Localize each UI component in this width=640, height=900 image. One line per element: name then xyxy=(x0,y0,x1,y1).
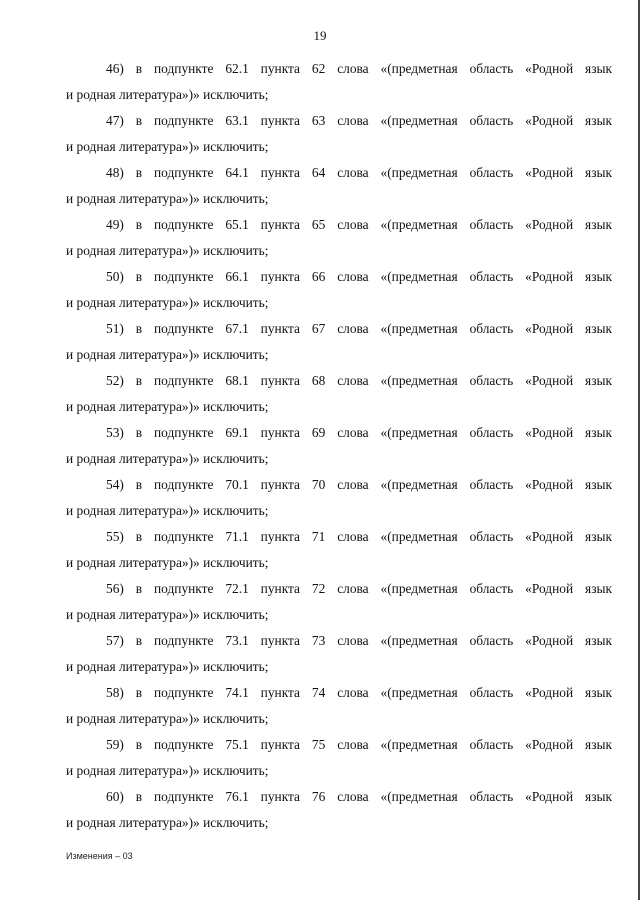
list-item xyxy=(66,56,612,108)
list-item xyxy=(66,628,612,680)
item-text-line-2: и родная литература»)» исключить; xyxy=(66,243,269,258)
amendment-list xyxy=(66,56,612,836)
item-text-line-1: 47) в подпункте 63.1 пункта 63 слова «(предметная область «Родной язык xyxy=(106,113,612,128)
item-text-line-1: 46) в подпункте 62.1 пункта 62 слова «(предметная область «Родной язык xyxy=(106,61,612,76)
list-item xyxy=(66,160,612,212)
item-text-line-2: и родная литература»)» исключить; xyxy=(66,399,269,414)
item-text-line-1: 57) в подпункте 73.1 пункта 73 слова «(предметная область «Родной язык xyxy=(106,633,612,648)
item-text-line-1: 48) в подпункте 64.1 пункта 64 слова «(предметная область «Родной язык xyxy=(106,165,612,180)
item-text-line-2: и родная литература»)» исключить; xyxy=(66,659,269,674)
item-text-line-2: и родная литература»)» исключить; xyxy=(66,451,269,466)
list-item xyxy=(66,316,612,368)
item-text-line-1: 59) в подпункте 75.1 пункта 75 слова «(предметная область «Родной язык xyxy=(106,737,612,752)
item-text-line-1: 56) в подпункте 72.1 пункта 72 слова «(предметная область «Родной язык xyxy=(106,581,612,596)
item-text-line-2: и родная литература»)» исключить; xyxy=(66,139,269,154)
page-number: 19 xyxy=(313,28,327,43)
item-text-line-2: и родная литература»)» исключить; xyxy=(66,87,269,102)
list-item xyxy=(66,472,612,524)
item-text-line-2: и родная литература»)» исключить; xyxy=(66,711,269,726)
list-item xyxy=(66,680,612,732)
item-text-line-2: и родная литература»)» исключить; xyxy=(66,763,269,778)
item-text-line-1: 50) в подпункте 66.1 пункта 66 слова «(предметная область «Родной язык xyxy=(106,269,612,284)
item-text-line-1: 58) в подпункте 74.1 пункта 74 слова «(предметная область «Родной язык xyxy=(106,685,612,700)
item-text-line-2: и родная литература»)» исключить; xyxy=(66,607,269,622)
list-item xyxy=(66,108,612,160)
item-text-line-1: 55) в подпункте 71.1 пункта 71 слова «(предметная область «Родной язык xyxy=(106,529,612,544)
item-text-line-2: и родная литература»)» исключить; xyxy=(66,815,269,830)
list-item xyxy=(66,576,612,628)
item-text-line-1: 60) в подпункте 76.1 пункта 76 слова «(предметная область «Родной язык xyxy=(106,789,612,804)
item-text-line-2: и родная литература»)» исключить; xyxy=(66,555,269,570)
item-text-line-1: 53) в подпункте 69.1 пункта 69 слова «(предметная область «Родной язык xyxy=(106,425,612,440)
list-item xyxy=(66,524,612,576)
list-item xyxy=(66,784,612,836)
list-item xyxy=(66,420,612,472)
footer-revision-note: Изменения – 03 xyxy=(66,851,133,861)
list-item xyxy=(66,212,612,264)
item-text-line-1: 54) в подпункте 70.1 пункта 70 слова «(предметная область «Родной язык xyxy=(106,477,612,492)
item-text-line-1: 51) в подпункте 67.1 пункта 67 слова «(предметная область «Родной язык xyxy=(106,321,612,336)
list-item xyxy=(66,732,612,784)
item-text-line-2: и родная литература»)» исключить; xyxy=(66,295,269,310)
list-item xyxy=(66,368,612,420)
item-text-line-1: 52) в подпункте 68.1 пункта 68 слова «(предметная область «Родной язык xyxy=(106,373,612,388)
item-text-line-2: и родная литература»)» исключить; xyxy=(66,347,269,362)
item-text-line-2: и родная литература»)» исключить; xyxy=(66,503,269,518)
item-text-line-1: 49) в подпункте 65.1 пункта 65 слова «(предметная область «Родной язык xyxy=(106,217,612,232)
list-item xyxy=(66,264,612,316)
item-text-line-2: и родная литература»)» исключить; xyxy=(66,191,269,206)
